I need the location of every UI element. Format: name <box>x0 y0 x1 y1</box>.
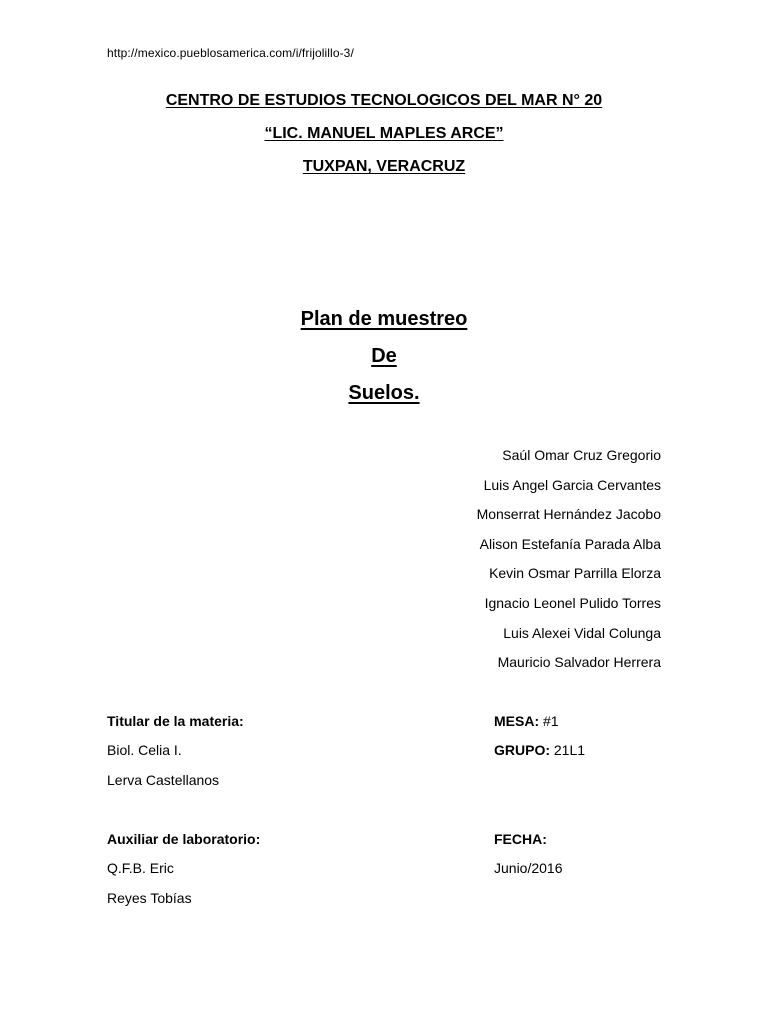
team-member: Luis Angel Garcia Cervantes <box>483 476 661 493</box>
titular-label: Titular de la materia: <box>107 713 244 729</box>
team-member: Ignacio Leonel Pulido Torres <box>484 594 661 611</box>
fecha-value: Junio/2016 <box>494 860 563 876</box>
school-name: CENTRO DE ESTUDIOS TECNOLOGICOS DEL MAR N° 20 <box>165 92 603 109</box>
auxiliar-label: Auxiliar de laboratorio: <box>107 831 261 847</box>
source-url: http://mexico.pueblosamerica.com/i/frijolillo-3/ <box>107 46 354 60</box>
document-title-line-2: De <box>371 345 397 367</box>
mesa-field <box>494 711 559 731</box>
document-title-line-1: Plan de muestreo <box>300 308 468 330</box>
grupo-value: 21L1 <box>550 742 586 758</box>
team-member: Kevin Osmar Parrilla Elorza <box>489 565 661 582</box>
mesa-label: MESA: <box>494 713 540 729</box>
titular-name-line-1: Biol. Celia I. <box>107 742 182 758</box>
team-member: Luis Alexei Vidal Colunga <box>503 624 661 641</box>
document-title-line-3: Suelos. <box>348 382 420 404</box>
team-member: Mauricio Salvador Herrera <box>497 654 661 671</box>
school-honoree: “LIC. MANUEL MAPLES ARCE” <box>264 125 504 142</box>
team-member: Monserrat Hernández Jacobo <box>476 506 661 523</box>
auxiliar-name-line-2: Reyes Tobías <box>107 890 192 906</box>
mesa-value: #1 <box>539 713 559 729</box>
fecha-label: FECHA: <box>494 831 547 847</box>
team-member: Saúl Omar Cruz Gregorio <box>502 447 661 463</box>
school-location: TUXPAN, VERACRUZ <box>302 158 466 175</box>
titular-name-line-2: Lerva Castellanos <box>107 772 220 788</box>
grupo-field <box>494 740 585 760</box>
grupo-label: GRUPO: <box>494 742 550 758</box>
auxiliar-name-line-1: Q.F.B. Eric <box>107 860 174 876</box>
team-members-list <box>477 445 661 682</box>
team-member: Alison Estefanía Parada Alba <box>479 535 661 552</box>
